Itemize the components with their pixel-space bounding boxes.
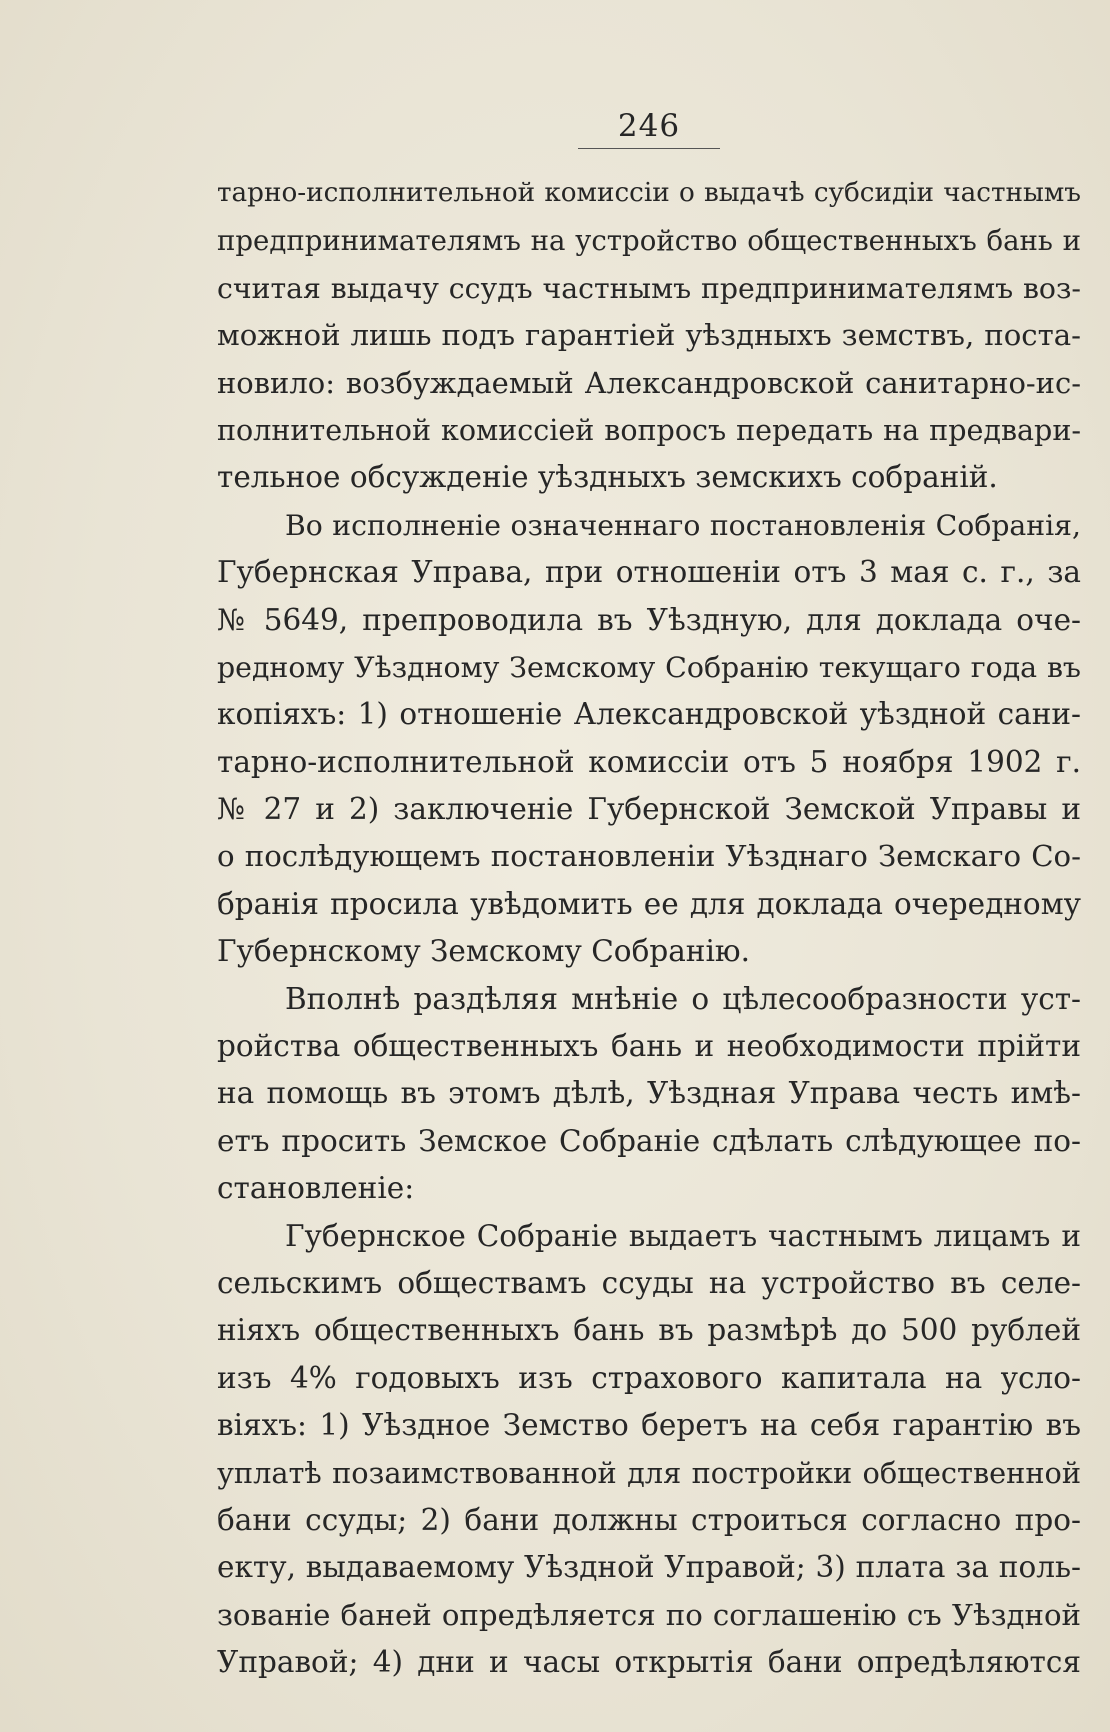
text-line: зованіе баней опредѣляется по соглашенію съ Уѣздной bbox=[217, 1597, 1081, 1632]
text-line: сельскимъ обществамъ ссуды на устройство въ селе- bbox=[217, 1265, 1081, 1300]
text-line: редному Уѣздному Земскому Собранію текущаго года въ bbox=[217, 650, 1081, 684]
text-line: Губернская Управа, при отношеніи отъ 3 мая с. г., за bbox=[217, 555, 1081, 590]
text-line: № 27 и 2) заключеніе Губернской Земской Управы и bbox=[217, 792, 1081, 827]
text-line: уплатѣ позаимствованной для постройки общественной bbox=[217, 1455, 1081, 1490]
text-line: полнительной комиссіей вопросъ передать на предвари- bbox=[217, 412, 1081, 447]
text-line: о послѣдующемъ постановленіи Уѣзднаго Земскаго Со- bbox=[217, 839, 1081, 874]
text-line: екту, выдаваемому Уѣздной Управой; 3) плата за поль- bbox=[217, 1550, 1081, 1585]
text-line: бранія просила увѣдомить ее для доклада очередному bbox=[217, 886, 1081, 921]
body-text bbox=[217, 170, 1081, 1687]
text-line: ніяхъ общественныхъ бань въ размѣрѣ до 500 рублей bbox=[217, 1313, 1081, 1348]
text-line: изъ 4% годовыхъ изъ страхового капитала на усло- bbox=[217, 1360, 1081, 1395]
text-line: становленіе: bbox=[217, 1171, 415, 1206]
text-line: Управой; 4) дни и часы открытія бани опредѣляются bbox=[217, 1645, 1081, 1680]
text-line: Вполнѣ раздѣляя мнѣніе о цѣлесообразности уст- bbox=[285, 981, 1081, 1016]
text-line: віяхъ: 1) Уѣздное Земство беретъ на себя гарантію въ bbox=[217, 1408, 1081, 1443]
text-line: можной лишь подъ гарантіей уѣздныхъ земствъ, поста- bbox=[217, 318, 1081, 353]
text-line: етъ просить Земское Собраніе сдѣлать слѣдующее по- bbox=[217, 1123, 1081, 1158]
page-number: 246 bbox=[578, 108, 720, 149]
text-line: Губернское Собраніе выдаетъ частнымъ лицамъ и bbox=[285, 1218, 1081, 1253]
text-line: Во исполненіе означеннаго постановленія Собранія, bbox=[285, 508, 1081, 542]
text-line: бани ссуды; 2) бани должны строиться согласно про- bbox=[217, 1502, 1081, 1537]
text-line: считая выдачу ссудъ частнымъ предпринимателямъ воз- bbox=[217, 271, 1081, 305]
text-line: тарно-исполнительной комиссіи отъ 5 ноября 1902 г. bbox=[217, 744, 1081, 779]
text-line: Губернскому Земскому Собранію. bbox=[217, 934, 750, 969]
text-line: на помощь въ этомъ дѣлѣ, Уѣздная Управа честь имѣ- bbox=[217, 1076, 1081, 1111]
text-line: предпринимателямъ на устройство общественныхъ бань и bbox=[217, 224, 1081, 258]
text-line: копіяхъ: 1) отношеніе Александровской уѣздной сани- bbox=[217, 697, 1081, 732]
text-line: тарно-исполнительной комиссіи о выдачѣ субсидіи частнымъ bbox=[217, 178, 1081, 208]
text-line: новило: возбуждаемый Александровской санитарно-ис- bbox=[217, 365, 1081, 400]
text-line: тельное обсужденіе уѣздныхъ земскихъ собраній. bbox=[217, 460, 998, 495]
text-line: № 5649, препроводила въ Уѣздную, для доклада оче- bbox=[217, 602, 1081, 637]
text-line: ройства общественныхъ бань и необходимости прійти bbox=[217, 1029, 1081, 1064]
